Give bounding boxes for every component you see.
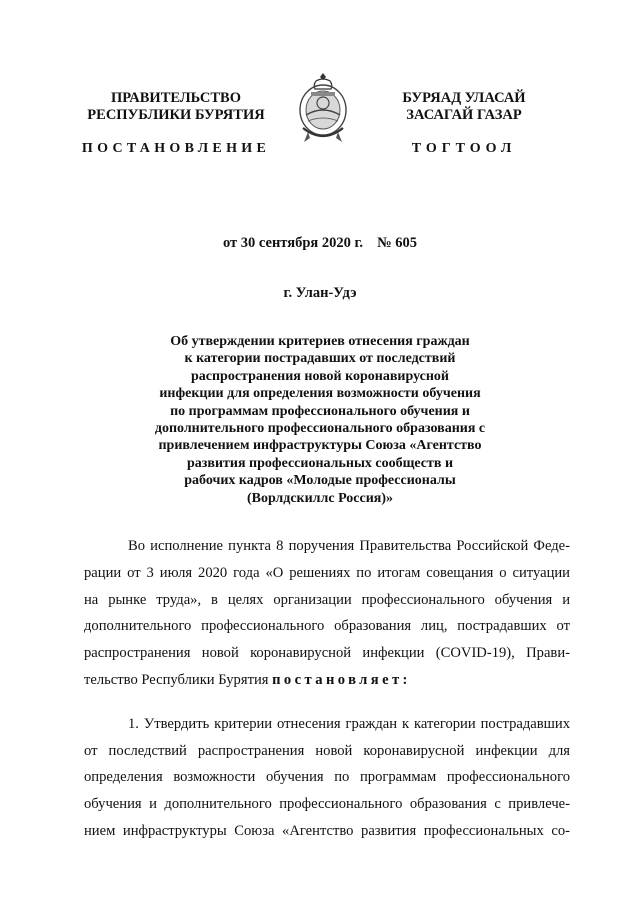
title-line: к категории пострадавших от последствий	[184, 351, 456, 367]
title-line: распространения новой коронавирусной	[190, 368, 449, 384]
body-line: нием инфраструктуры Союза «Агентство развития профессиональных со-	[84, 822, 570, 839]
doc-type-buryat: ТОГТООЛ	[411, 141, 517, 156]
body-line-text: тельство Республики Бурятия	[84, 671, 273, 688]
body-line: на рынке труда», в целях организации профессионального обучения и	[84, 591, 570, 608]
body-line: обучения и дополнительного профессионального образования с привлече-	[84, 796, 570, 813]
clause-1-paragraph	[84, 711, 570, 845]
issuer-line-2: РЕСПУБЛИКИ БУРЯТИЯ	[87, 107, 265, 123]
issuer-name-buryat	[354, 90, 574, 124]
title-line: рабочих кадров «Молодые профессионалы	[184, 473, 456, 489]
body-line: от последствий распространения новой коронавирусной инфекции для	[84, 742, 570, 759]
body-line: 1. Утвердить критерии отнесения граждан к категории пострадавших	[128, 715, 570, 732]
issuer-buryat-line-2: ЗАСАГАЙ ГАЗАР	[406, 107, 522, 123]
title-line: (Ворлдскиллс Россия)»	[246, 490, 394, 506]
document-title	[120, 333, 520, 507]
issuer-line-1: ПРАВИТЕЛЬСТВО	[111, 90, 241, 106]
title-line: Об утверждении критериев отнесения граждан	[170, 334, 470, 349]
preamble-paragraph	[84, 533, 570, 694]
body-line: распространения новой коронавирусной инфекции (COVID-19), Прави-	[84, 645, 570, 662]
title-line: по программам профессионального обучения и	[170, 403, 470, 419]
doc-type-russian: ПОСТАНОВЛЕНИЕ	[81, 141, 271, 156]
body-line: Во исполнение пункта 8 поручения Правительства Российской Феде-	[128, 538, 570, 554]
body-line: дополнительного профессионального образования лиц, пострадавших от	[84, 618, 570, 635]
body-line: рации от 3 июля 2020 года «О решениях по итогам совещания о ситуации	[84, 564, 570, 581]
title-line: развития профессиональных сообществ и	[186, 455, 454, 471]
document-date: от 30 сентября 2020 г.	[222, 235, 364, 251]
issuer-name-russian	[66, 90, 286, 124]
document-city: г. Улан-Удэ	[283, 285, 357, 301]
document-number: № 605	[377, 235, 418, 251]
resolution-keyword: постановляет:	[272, 671, 411, 688]
date-number-line	[0, 235, 640, 252]
title-line: инфекции для определения возможности обучения	[159, 386, 481, 402]
title-line: привлечением инфраструктуры Союза «Агентство	[158, 438, 482, 454]
body-line	[84, 667, 570, 694]
document-body	[84, 533, 570, 845]
body-line: определения возможности обучения по программам профессионального	[84, 769, 570, 786]
title-line: дополнительного профессионального образования с	[154, 421, 486, 437]
issuer-buryat-line-1: БУРЯАД УЛАСАЙ	[402, 90, 526, 106]
coat-of-arms-icon	[294, 70, 352, 150]
